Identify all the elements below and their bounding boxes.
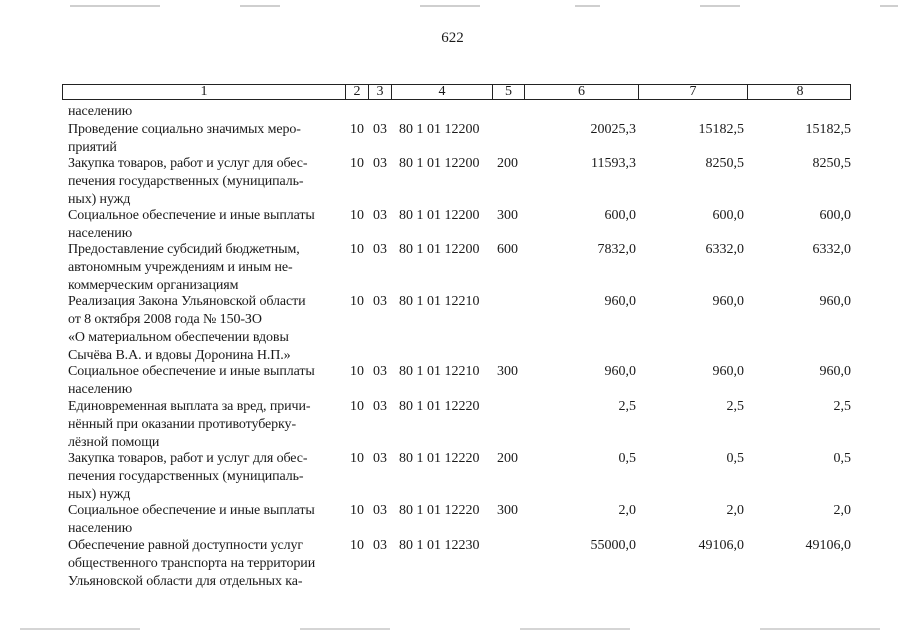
- section-code: 10: [350, 364, 364, 379]
- target-article-code: 80 1 01 12230: [399, 538, 480, 553]
- amount-col-7: 49106,0: [698, 538, 744, 553]
- target-article-code: 80 1 01 12220: [399, 399, 480, 414]
- subsection-code: 03: [373, 242, 387, 257]
- target-article-code: 80 1 01 12220: [399, 503, 480, 518]
- row-description: Социальное обеспечение и иные выплаты населению: [68, 364, 315, 397]
- expense-type-code: 300: [497, 364, 518, 379]
- amount-col-7: 2,5: [726, 399, 744, 414]
- section-code: 10: [350, 122, 364, 137]
- amount-col-8: 15182,5: [805, 122, 851, 137]
- target-article-code: 80 1 01 12200: [399, 242, 480, 257]
- column-header-6: 6: [524, 85, 638, 99]
- table-header: [62, 84, 851, 100]
- subsection-code: 03: [373, 208, 387, 223]
- amount-col-8: 8250,5: [812, 156, 851, 171]
- row-description: Проведение социально значимых меро- приятий: [68, 122, 301, 155]
- amount-col-7: 960,0: [712, 364, 744, 379]
- amount-col-8: 960,0: [819, 364, 851, 379]
- row-description: Единовременная выплата за вред, причи- нённый при оказании противотуберку- лёзной помощи: [68, 399, 311, 450]
- row-description: Реализация Закона Ульяновской области от 8 октября 2008 года № 150-ЗО «О материальном обеспечении вдовы Сычёва В.А. и вдовы Доронина Н.П.»: [68, 294, 306, 363]
- subsection-code: 03: [373, 364, 387, 379]
- subsection-code: 03: [373, 503, 387, 518]
- amount-col-6: 55000,0: [590, 538, 636, 553]
- target-article-code: 80 1 01 12210: [399, 364, 480, 379]
- column-header-3: 3: [368, 85, 391, 99]
- section-code: 10: [350, 451, 364, 466]
- target-article-code: 80 1 01 12200: [399, 156, 480, 171]
- column-header-1: 1: [200, 84, 208, 99]
- expense-type-code: 300: [497, 503, 518, 518]
- amount-col-6: 0,5: [618, 451, 636, 466]
- amount-col-8: 2,0: [833, 503, 851, 518]
- column-header-5: 5: [492, 85, 524, 99]
- amount-col-8: 600,0: [819, 208, 851, 223]
- amount-col-8: 960,0: [819, 294, 851, 309]
- row-description: Закупка товаров, работ и услуг для обес- печения государственных (муниципаль- ных) нужд: [68, 451, 308, 502]
- amount-col-8: 2,5: [833, 399, 851, 414]
- column-header-8: 8: [747, 85, 852, 99]
- subsection-code: 03: [373, 538, 387, 553]
- page-number: 622: [441, 30, 464, 46]
- amount-col-8: 6332,0: [812, 242, 851, 257]
- amount-col-6: 600,0: [604, 208, 636, 223]
- section-code: 10: [350, 503, 364, 518]
- amount-col-7: 2,0: [726, 503, 744, 518]
- target-article-code: 80 1 01 12200: [399, 122, 480, 137]
- subsection-code: 03: [373, 156, 387, 171]
- amount-col-6: 20025,3: [590, 122, 636, 137]
- amount-col-8: 0,5: [833, 451, 851, 466]
- target-article-code: 80 1 01 12210: [399, 294, 480, 309]
- amount-col-7: 960,0: [712, 294, 744, 309]
- row-description: Обеспечение равной доступности услуг общественного транспорта на территории Ульяновской области для отдельных ка-: [68, 538, 316, 589]
- amount-col-7: 6332,0: [705, 242, 744, 257]
- column-header-7: 7: [638, 85, 747, 99]
- scan-edge-top: [0, 0, 905, 8]
- row-description: Социальное обеспечение и иные выплаты населению: [68, 208, 315, 241]
- amount-col-6: 11593,3: [591, 156, 636, 171]
- section-code: 10: [350, 208, 364, 223]
- row-description: Закупка товаров, работ и услуг для обес- печения государственных (муниципаль- ных) нужд: [68, 156, 308, 207]
- subsection-code: 03: [373, 122, 387, 137]
- section-code: 10: [350, 399, 364, 414]
- row-description: Предоставление субсидий бюджетным, автономным учреждениям и иным не- коммерческим организациям: [68, 242, 300, 293]
- expense-type-code: 200: [497, 451, 518, 466]
- section-code: 10: [350, 538, 364, 553]
- section-code: 10: [350, 242, 364, 257]
- expense-type-code: 200: [497, 156, 518, 171]
- column-header-4: 4: [391, 85, 492, 99]
- amount-col-6: 7832,0: [597, 242, 636, 257]
- section-code: 10: [350, 156, 364, 171]
- amount-col-6: 960,0: [604, 294, 636, 309]
- amount-col-6: 960,0: [604, 364, 636, 379]
- amount-col-6: 2,0: [618, 503, 636, 518]
- expense-type-code: 300: [497, 208, 518, 223]
- row-description: населению: [68, 104, 133, 119]
- target-article-code: 80 1 01 12200: [399, 208, 480, 223]
- amount-col-7: 0,5: [726, 451, 744, 466]
- expense-type-code: 600: [497, 242, 518, 257]
- subsection-code: 03: [373, 451, 387, 466]
- section-code: 10: [350, 294, 364, 309]
- amount-col-7: 15182,5: [698, 122, 744, 137]
- amount-col-8: 49106,0: [805, 538, 851, 553]
- amount-col-7: 600,0: [712, 208, 744, 223]
- column-header-2: 2: [345, 85, 368, 99]
- subsection-code: 03: [373, 399, 387, 414]
- amount-col-7: 8250,5: [705, 156, 744, 171]
- subsection-code: 03: [373, 294, 387, 309]
- amount-col-6: 2,5: [618, 399, 636, 414]
- target-article-code: 80 1 01 12220: [399, 451, 480, 466]
- row-description: Социальное обеспечение и иные выплаты населению: [68, 503, 315, 536]
